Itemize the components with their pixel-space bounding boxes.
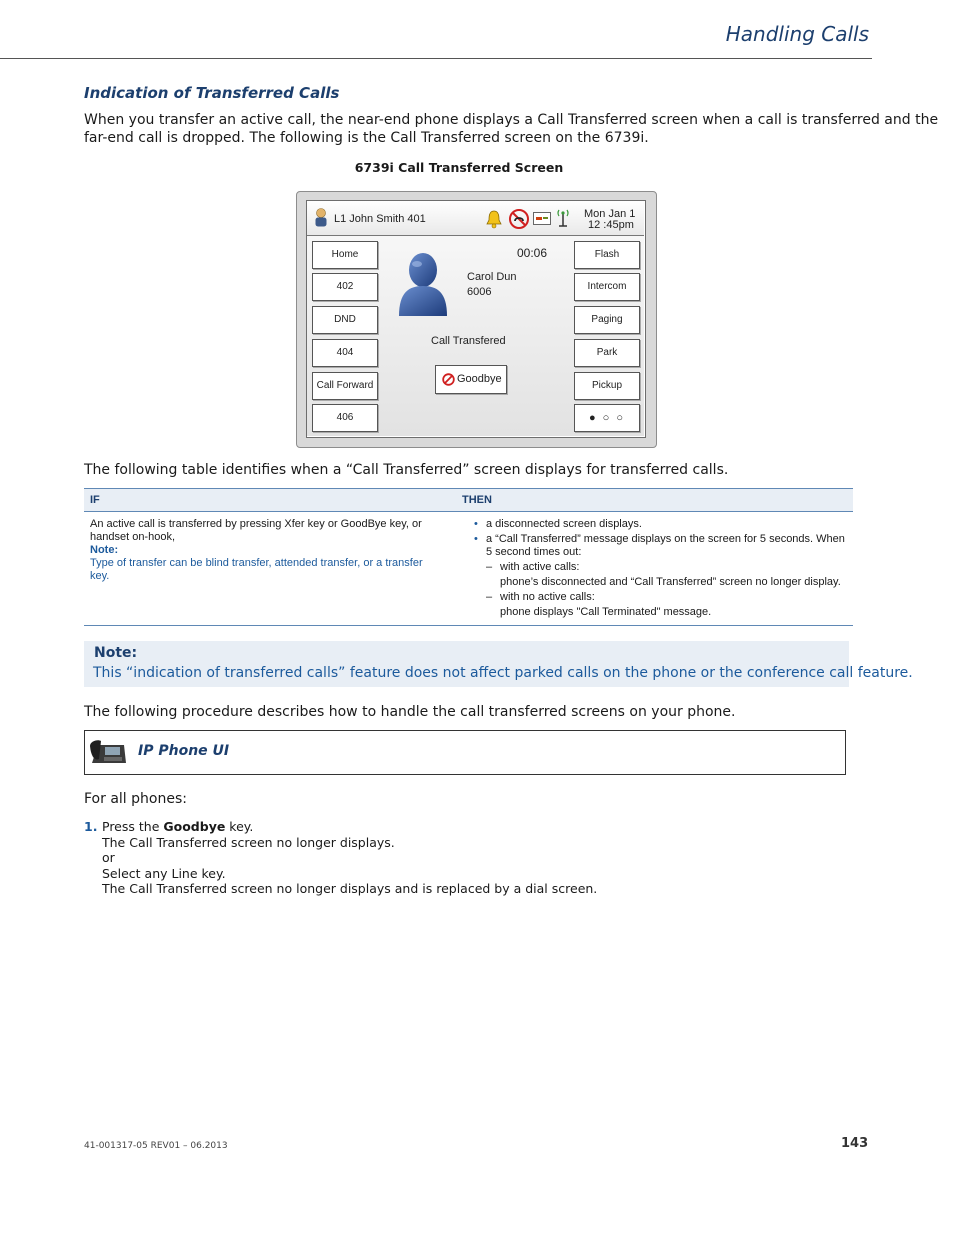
caller-name: Carol Dun <box>467 271 517 283</box>
then-sub-1-detail: phone’s disconnected and “Call Transferred” screen no longer display. <box>500 576 841 588</box>
user-icon <box>314 207 328 227</box>
call-blocked-icon <box>508 208 530 230</box>
page-number: 143 <box>841 1136 869 1151</box>
then-sub-2-detail: phone displays "Call Terminated" message. <box>500 606 712 618</box>
figure-caption: 6739i Call Transferred Screen <box>354 160 564 175</box>
table-intro: The following table identifies when a “Call Transferred” screen displays for transferred calls. <box>84 462 729 478</box>
section-title: Indication of Transferred Calls <box>84 84 340 102</box>
status-time: 12 :45pm <box>588 219 634 231</box>
doc-id: 41-001317-05 REV01 – 06.2013 <box>84 1141 228 1151</box>
then-bullet-1: • a disconnected screen displays. <box>472 518 847 531</box>
step-press-prefix: Press the <box>102 819 164 834</box>
goodbye-label: Goodbye <box>457 373 502 385</box>
page-indicator[interactable]: ● ○ ○ <box>574 404 640 432</box>
softkey-pickup[interactable]: Pickup <box>574 372 640 400</box>
for-all-phones: For all phones: <box>84 791 187 807</box>
desk-phone-icon <box>88 737 128 767</box>
step-line-4: Select any Line key. <box>102 865 226 881</box>
step-press-key: Goodbye <box>163 819 226 834</box>
header-then: THEN <box>456 489 853 512</box>
phone-status-bar <box>307 201 644 236</box>
softkey-intercom[interactable]: Intercom <box>574 273 640 301</box>
no-entry-icon <box>442 373 455 386</box>
caller-number: 6006 <box>467 286 492 298</box>
transfer-table <box>84 488 853 626</box>
if-note-label: Note: <box>90 544 119 556</box>
caller-avatar-icon <box>395 250 451 318</box>
step-line-2: The Call Transferred screen no longer displays. <box>102 834 395 850</box>
softkey-paging[interactable]: Paging <box>574 306 640 334</box>
header-rule <box>0 58 872 59</box>
message-icon <box>533 212 551 225</box>
softkey-406[interactable]: 406 <box>312 404 378 432</box>
softkey-402[interactable]: 402 <box>312 273 378 301</box>
call-timer: 00:06 <box>517 246 548 260</box>
step-press-suffix: key. <box>225 819 254 834</box>
softkey-404[interactable]: 404 <box>312 339 378 367</box>
if-note-text: Type of transfer can be blind transfer, attended transfer, or a transfer key. <box>90 557 423 582</box>
procedure-intro: The following procedure describes how to handle the call transferred screens on your phone. <box>84 704 736 720</box>
intro-line-2: far-end call is dropped. The following is the Call Transferred screen on the 6739i. <box>84 130 649 146</box>
softkey-flash[interactable]: Flash <box>574 241 640 269</box>
line-label: L1 John Smith 401 <box>334 213 426 225</box>
step-1 <box>102 819 597 897</box>
then-sub-1: – with active calls: <box>472 561 847 574</box>
step-press-line <box>102 819 597 835</box>
note-text: This “indication of transferred calls” feature does not affect parked calls on the phone or the conference call feature. <box>93 665 913 681</box>
chapter-title: Handling Calls <box>725 22 869 46</box>
table-header-row <box>84 489 853 512</box>
then-cell <box>456 512 853 626</box>
if-cell <box>84 512 456 626</box>
step-line-5: The Call Transferred screen no longer displays and is replaced by a dial screen. <box>102 881 598 896</box>
softkey-dnd[interactable]: DND <box>312 306 378 334</box>
call-status: Call Transfered <box>431 335 506 347</box>
signal-icon <box>554 206 572 230</box>
if-text: An active call is transferred by pressing Xfer key or GoodBye key, or handset on-hook, <box>90 518 422 543</box>
step-number: 1. <box>84 819 98 834</box>
note-label: Note: <box>94 645 138 661</box>
goodbye-button[interactable] <box>435 365 507 394</box>
step-line-3: or <box>102 850 115 865</box>
phone-body <box>307 236 644 436</box>
bell-icon <box>484 209 504 229</box>
table-row <box>84 512 853 626</box>
ip-phone-ui-label: IP Phone UI <box>138 743 230 759</box>
then-sub-2: – with no active calls: <box>472 591 847 604</box>
status-date: Mon Jan 1 <box>584 208 636 220</box>
softkey-home[interactable]: Home <box>312 241 378 269</box>
then-bullet-2: • a “Call Transferred” message displays on the screen for 5 seconds. When 5 second times out: <box>472 533 847 559</box>
softkey-call-forward[interactable]: Call Forward <box>312 372 378 400</box>
intro-line-1: When you transfer an active call, the near-end phone displays a Call Transferred screen when a call is transferred and the <box>84 112 939 128</box>
softkey-park[interactable]: Park <box>574 339 640 367</box>
header-if: IF <box>84 489 456 512</box>
